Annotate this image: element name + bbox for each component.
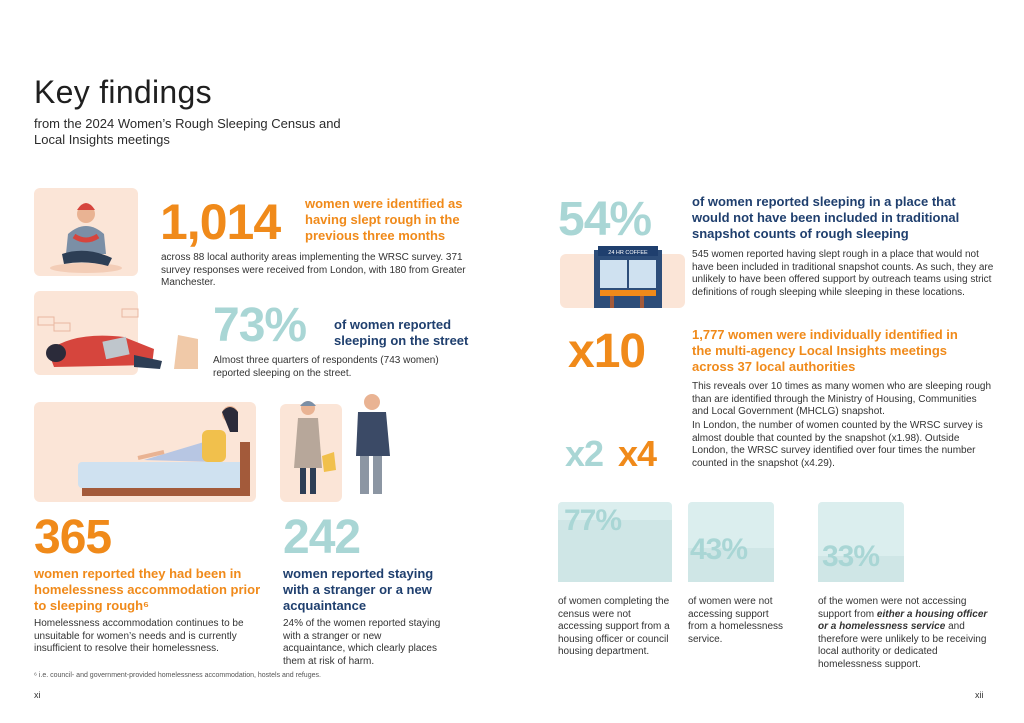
stat-54-number: 54% — [558, 193, 652, 246]
bar-77-number: 77% — [564, 504, 622, 537]
bar-33-number: 33% — [822, 540, 880, 573]
bar-43-body: of women were not accessing support from a homelessness service. — [688, 596, 784, 645]
stat-242-number: 242 — [283, 511, 361, 564]
woman-sitting-illustration — [34, 188, 138, 276]
stat-365-body: Homelessness accommodation continues to be unsuitable for women’s needs and is currently insufficient to resolve their homelessness. — [34, 618, 244, 654]
bar-33-body-pre: of the women were not accessing support from — [818, 596, 967, 620]
stat-x10-body: This reveals over 10 times as many women who are sleeping rough than are identified through the Ministry of Housing, Communities and Local Government (MHCLG) snapshot. — [692, 381, 992, 417]
stat-73-heading: of women reported sleeping on the street — [334, 317, 469, 348]
footnote: ⁶ i.e. council- and government-provided homelessness accommodation, hostels and refuges. — [34, 672, 321, 679]
stat-x10-number: x10 — [568, 325, 646, 378]
bar-77-body: of women completing the census were not accessing support from a housing officer or council housing department. — [558, 596, 670, 657]
stat-x2-number: x2 — [565, 433, 604, 474]
bar-33-body-emphasis: either a housing officer or a homelessness service — [818, 608, 988, 632]
stat-54-body: 545 women reported having slept rough in a place that would not have been included in traditional snapshot counts. As such, they are unlikely to have been offered support by outreach teams using strict definitions of rough sleeping while sleeping in these locations. — [692, 249, 994, 298]
stat-x2x4-body: In London, the number of women counted by the WRSC survey is almost double that counted by the snapshot (x1.98). Outside London, the WRSC survey identified over four times the number counted in the snapshot (x4.29). — [692, 420, 983, 469]
page-number-right: xii — [975, 690, 984, 700]
coffee-shop-illustration — [560, 244, 685, 308]
stat-x10-heading: 1,777 women were individually identified in the multi-agency Local Insights meetings across 37 local authorities — [692, 327, 958, 374]
stat-54-heading: of women reported sleeping in a place that would not have been included in traditional snapshot counts of rough sleeping — [692, 194, 960, 241]
coffee-sign-text: 24 HR COFFEE — [608, 250, 648, 256]
page-number-left: xi — [34, 690, 41, 700]
woman-with-stranger-illustration — [280, 390, 410, 502]
woman-on-bed-illustration — [34, 402, 256, 502]
bar-33-body-post: and therefore were unlikely to be receiving local authority or dedicated homelessness support. — [818, 621, 987, 670]
stat-242-heading: women reported staying with a stranger or a new acquaintance — [283, 566, 434, 613]
bar-33-body — [818, 596, 998, 671]
stat-1014-heading: women were identified as having slept rough in the previous three months — [305, 196, 463, 243]
stat-1014-number: 1,014 — [160, 194, 281, 250]
stat-365-number: 365 — [34, 511, 112, 564]
stat-73-body: Almost three quarters of respondents (743 women) reported sleeping on the street. — [213, 355, 439, 379]
page-title: Key findings — [34, 74, 212, 110]
stat-1014-body: across 88 local authority areas implementing the WRSC survey. 371 survey responses were received from London, with 180 from Greater Manchester. — [161, 252, 466, 288]
page-subtitle: from the 2024 Women’s Rough Sleeping Census and Local Insights meetings — [34, 116, 341, 147]
stat-x4-number: x4 — [618, 433, 657, 474]
stat-73-number: 73% — [213, 299, 307, 352]
woman-sleeping-street-illustration — [34, 291, 200, 375]
stat-365-heading: women reported they had been in homelessness accommodation prior to sleeping rough⁶ — [34, 566, 261, 613]
stat-242-body: 24% of the women reported staying with a stranger or new acquaintance, which clearly places them at risk of harm. — [283, 618, 441, 667]
bar-43-number: 43% — [690, 533, 748, 566]
